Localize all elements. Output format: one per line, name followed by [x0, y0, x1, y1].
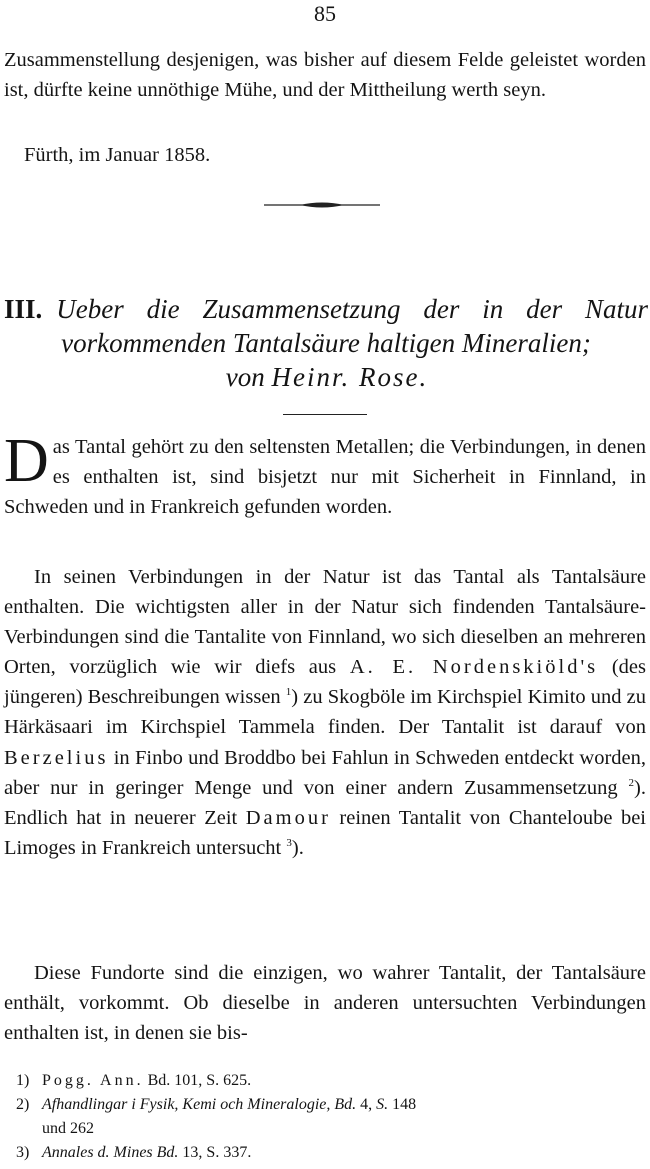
footnote-marker-1: 1: [285, 686, 292, 699]
person-name-nordenskiold: A. E. Nordenskiöld's: [349, 656, 599, 679]
author-prefix: von: [225, 362, 272, 392]
text-run: ) zu Skogböle im Kirchspiel Kimito und zu Härkäsaari im Kirchspiel Tammela finden. Der Tantalit ist darauf von: [4, 686, 647, 739]
page-number: 85: [314, 1, 336, 26]
body-paragraph-1: [4, 427, 646, 522]
article-number: III.: [4, 294, 43, 324]
body-paragraph-3: Diese Fundorte sind die einzigen, wo wahrer Tantalit, der Tantalsäure enthält, vorkommt. Ob dieselbe in anderen untersuchten Verbindungen enthalten ist, in denen sie bis-: [4, 962, 646, 1045]
text-run: (des jüngeren) Beschreibungen wissen: [4, 656, 646, 709]
article-author: Heinr. Rose: [271, 362, 420, 392]
article-heading: [4, 292, 648, 394]
body-paragraph-2: [4, 562, 646, 863]
article-title-line-1: Ueber die Zusammensetzung der in der Natur: [56, 294, 648, 324]
footnote-1: [16, 1069, 650, 1093]
author-suffix: .: [419, 362, 427, 392]
footnotes: [16, 1069, 650, 1165]
footnote-source: Annales d. Mines Bd.: [42, 1144, 179, 1161]
footnote-rest: Bd. 101, S. 625.: [143, 1072, 252, 1089]
article-title-line-2: vorkommenden Tantalsäure haltigen Mineralien;: [61, 328, 591, 358]
article-author-line: [4, 360, 648, 394]
footnote-rest: 4,: [356, 1096, 377, 1113]
footnote-marker-2: 2: [628, 776, 635, 789]
footnote-source: Afhandlingar i Fysik, Kemi och Mineralogie, Bd.: [42, 1096, 357, 1113]
signoff-line: Fürth, im Januar 1858.: [24, 144, 211, 166]
footnote-2-continuation: und 262: [42, 1120, 94, 1137]
footnote-source: Pogg. Ann.: [42, 1072, 144, 1089]
text-run: reinen Tantalit von Chanteloube bei Limoges in Frankreich untersucht: [4, 806, 647, 859]
footnote-number: 1): [16, 1072, 30, 1089]
text-run: In seinen Verbindungen in der Natur ist das Tantal als Tantalsäure enthalten. Die wichtigsten aller in der Natur sich findenden Tantalsäure-Verbindungen sind die Tantalite von Finnland, wo sich dieselben an mehreren Orten, vorzüglich wie wir diefs aus: [4, 566, 646, 679]
person-name-berzelius: Berzelius: [4, 746, 109, 769]
person-name-damour: Damour: [245, 806, 331, 829]
footnote-marker-3: 3: [286, 837, 292, 850]
paragraph-1-text: as Tantal gehört zu den seltensten Metallen; die Verbindungen, in denen es enthalten ist, sind bisjetzt nur mit Sicherheit in Finnland, in Schweden und in Frankreich gefunden worden.: [4, 436, 646, 519]
text-run: ). Endlich hat in neuerer Zeit: [4, 776, 646, 829]
footnote-rest: 13, S. 337.: [178, 1144, 252, 1161]
footnote-3: [16, 1141, 650, 1165]
footnote-2: [16, 1093, 650, 1117]
text-run: in Finbo und Broddbo bei Fahlun in Schweden entdeckt worden, aber nur in geringer Menge und von einer andern Zusammensetzung: [4, 746, 646, 799]
footnote-number: 2): [16, 1096, 30, 1113]
drop-cap: D: [4, 427, 49, 495]
text-run: ).: [291, 836, 304, 859]
intro-paragraph: Zusammenstellung desjenigen, was bisher auf diesem Felde geleistet worden ist, dürfte keine unnöthige Mühe, und der Mittheilung werth seyn.: [4, 49, 646, 102]
heading-rule: [283, 414, 367, 415]
footnote-rest: 148: [388, 1096, 417, 1113]
ornament-divider: [260, 196, 384, 214]
footnote-text: [42, 1069, 650, 1093]
footnote-text: [42, 1141, 650, 1165]
footnote-page-label: S.: [376, 1096, 389, 1113]
footnote-number: 3): [16, 1144, 30, 1161]
footnote-text: [42, 1093, 650, 1117]
